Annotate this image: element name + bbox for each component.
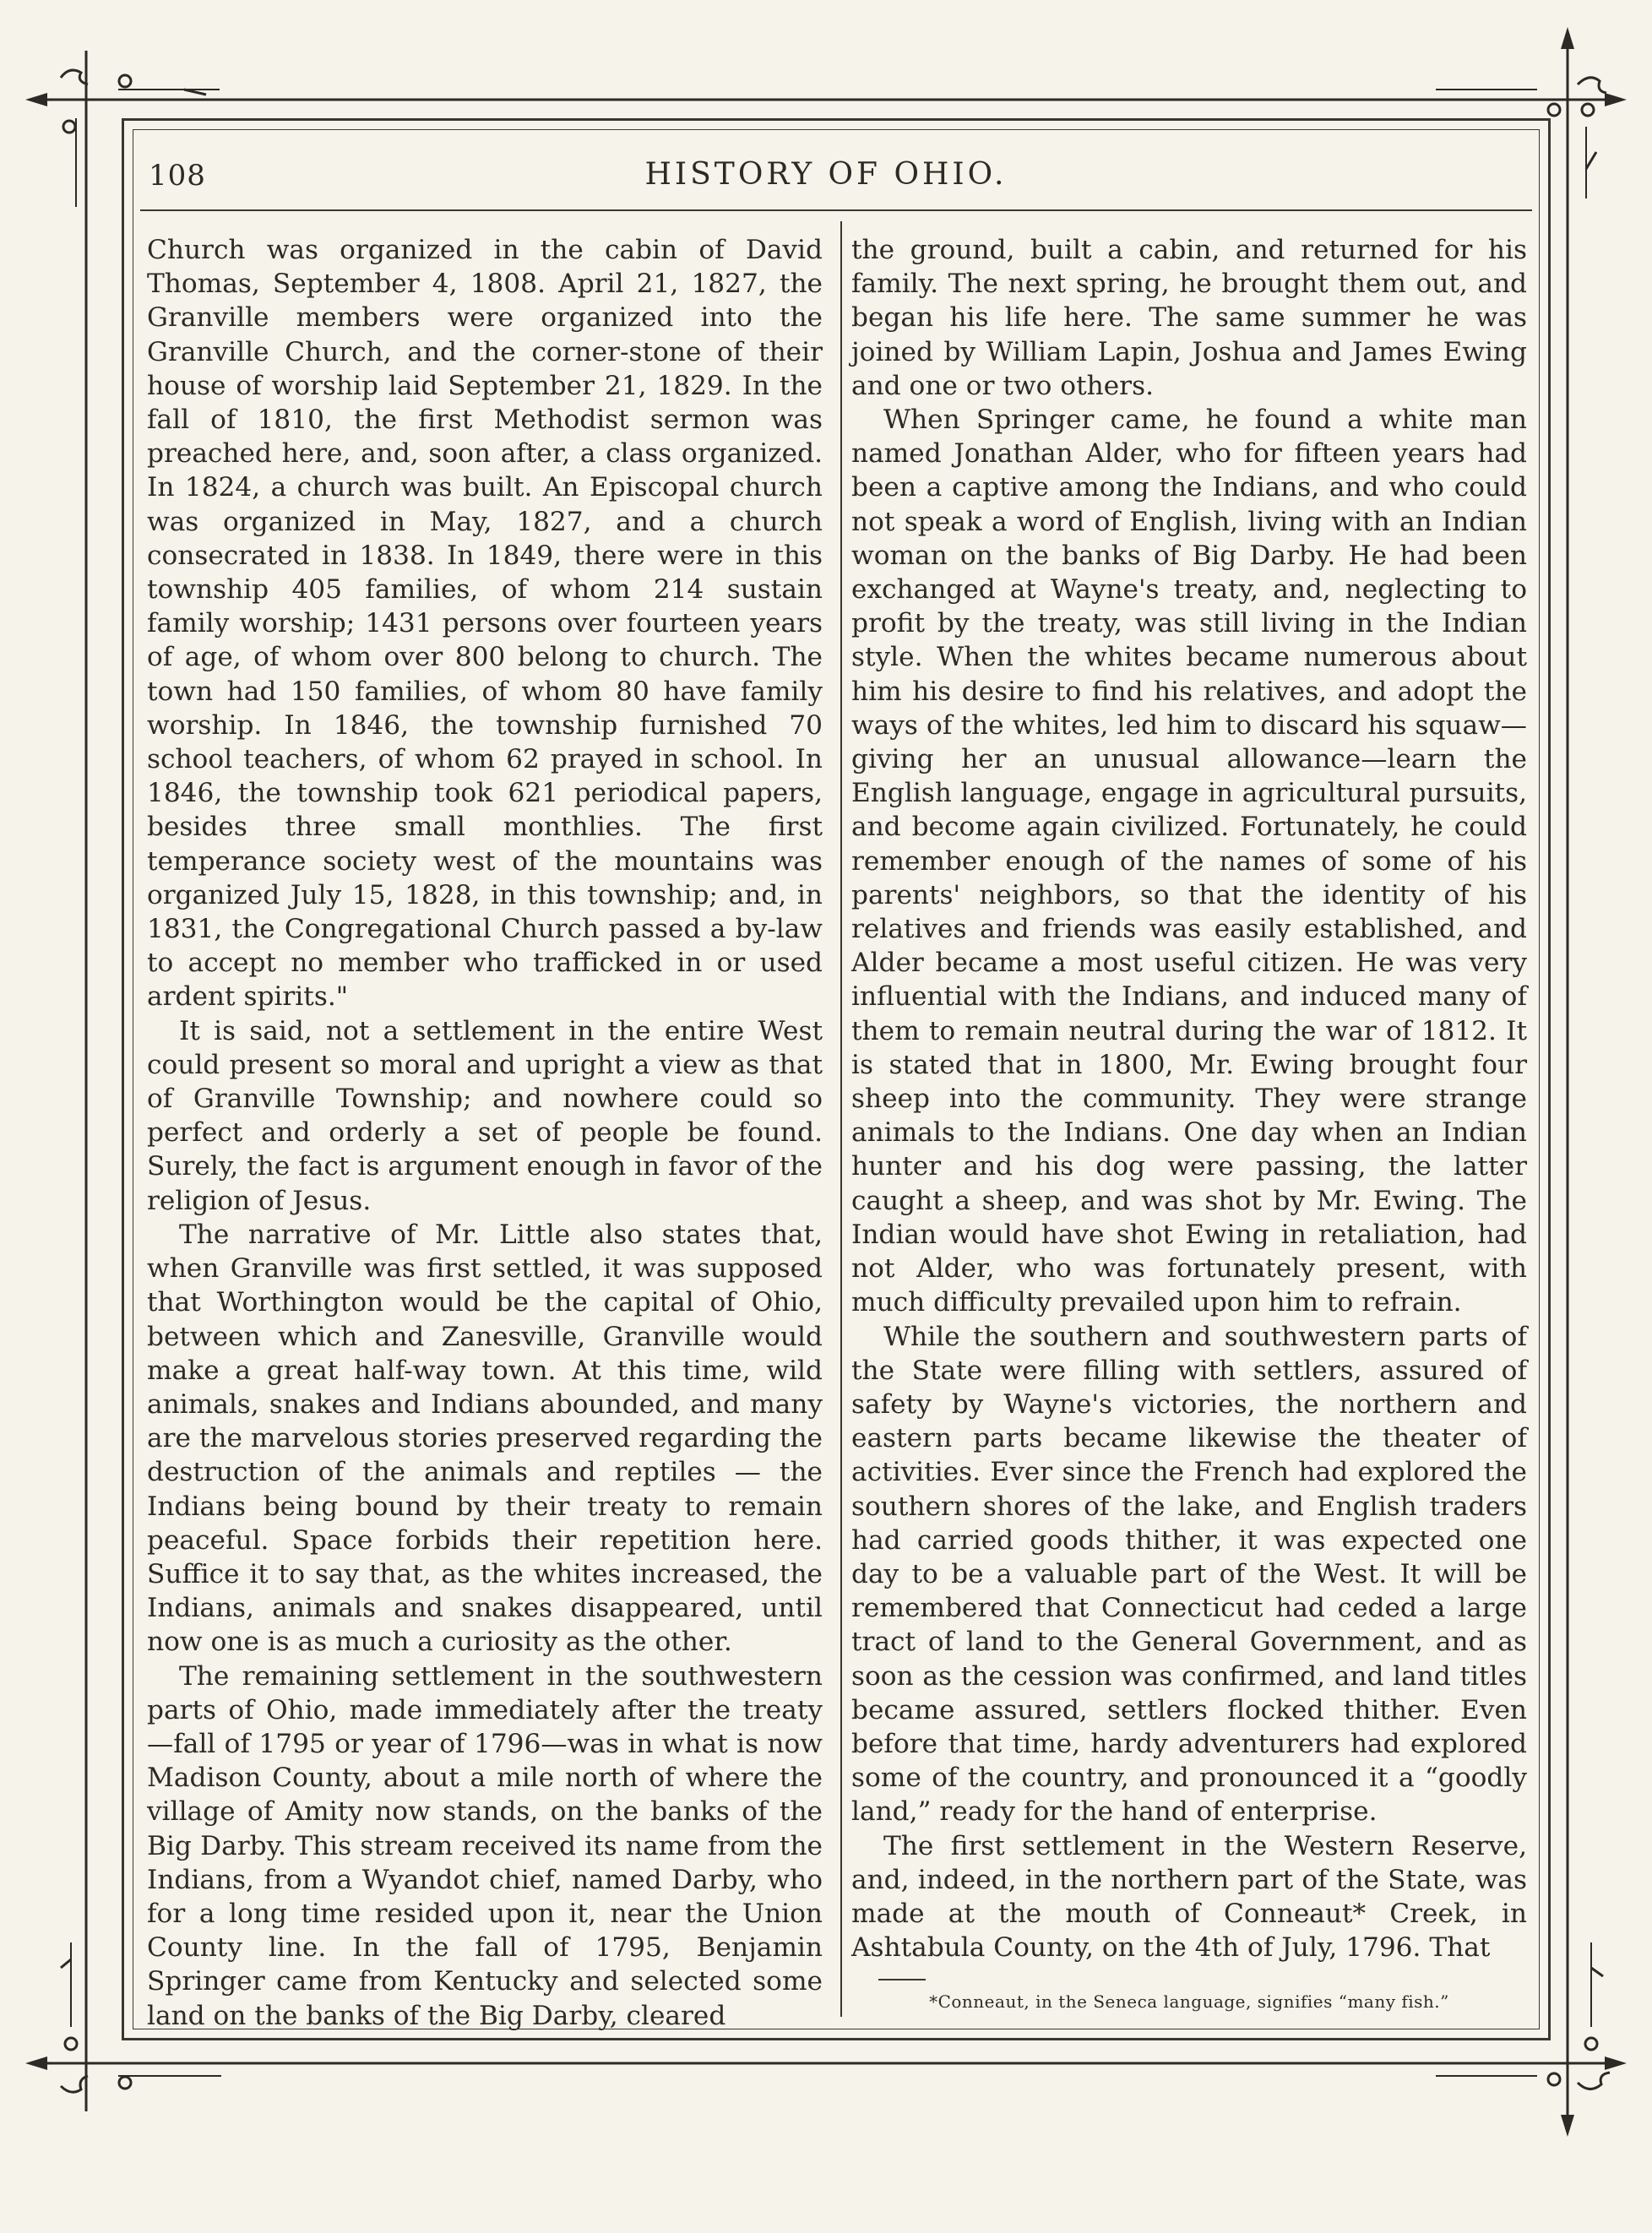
paragraph: While the southern and southwestern parts of the State were filling with settlers, assured of safety by Wayne's victories, the northern and eastern parts became likewise the theater of activities. Ever since the French had explored the southern shores of the lake, and English traders had carried goods thither, it was expected one day to be a valuable part of the West. It will be remembered that Connecticut had ceded a large tract of land to the General Government, and as soon as the cession was confirmed, and land titles became assured, settlers flocked thither. Even before that time, hardy adventurers had explored some of the country, and pronounced it a “goodly land,” ready for the hand of enterprise. xyxy=(851,1321,1527,1828)
paragraph: When Springer came, he found a white man named Jonathan Alder, who for fifteen years had been a captive among the Indians, and who could not speak a word of English, living with an Indian woman on the banks of Big Darby. He had been exchanged at Wayne's treaty, and, neglecting to profit by the treaty, was still living in the Indian style. When the whites became numerous about him his desire to find his relatives, and adopt the ways of the whites, led him to discard his squaw—giving her an unusual allowance—learn the English language, engage in agricultural pursuits, and become again civilized. Fortunately, he could remember enough of the names of some of his parents' neighbors, so that the identity of his relatives and friends was easily established, and Alder became a most useful citizen. He was very influential with the Indians, and induced many of them to remain neutral during the war of 1812. It is stated that in 1800, Mr. Ewing brought four sheep into the community. They were strange animals to the Indians. One day when an Indian hunter and his dog were passing, the latter caught a sheep, and was shot by Mr. Ewing. The Indian would have shot Ewing in retaliation, had not Alder, who was fortunately present, with much difficulty prevailed upon him to refrain. xyxy=(851,405,1527,1318)
paragraph: Church was organized in the cabin of David Thomas, September 4, 1808. April 21, 1827, the Granville members were organized into the Granville Church, and the corner-stone of their house of worship laid September 21, 1829. In the fall of 1810, the first Methodist sermon was preached here, and, soon after, a class organized. In 1824, a church was built. An Episcopal church was organized in May, 1827, and a church consecrated in 1838. In 1849, there were in this township 405 families, of whom 214 sustain family worship; 1431 persons over fourteen years of age, of whom over 800 belong to church. The town had 150 families, of whom 80 have family worship. In 1846, the township furnished 70 school teachers, of whom 62 prayed in school. In 1846, the township took 621 periodical papers, besides three small monthlies. The first temperance society west of the mountains was organized July 15, 1828, in this township; and, in 1831, the Congregational Church passed a by-law to accept no member who trafficked in or used ardent spirits." xyxy=(147,235,823,1013)
paragraph: The first settlement in the Western Reserve, and, indeed, in the northern part of the State, was made at the mouth of Conneaut* Creek, in Ashtabula County, on the 4th of July, 1796. That xyxy=(851,1830,1527,1964)
text-column-left xyxy=(147,233,823,2033)
header-rule xyxy=(140,209,1532,211)
text-column-right xyxy=(851,233,1527,1964)
footnote-rule xyxy=(878,1979,926,1980)
page-number: 108 xyxy=(149,159,206,193)
column-divider xyxy=(840,221,842,2017)
running-title: HISTORY OF OHIO. xyxy=(644,157,1008,192)
paragraph: The remaining settlement in the southwestern parts of Ohio, made immediately after the treaty—fall of 1795 or year of 1796—was in what is now Madison County, about a mile north of where the village of Amity now stands, on the banks of the Big Darby. This stream received its name from the Indians, from a Wyandot chief, named Darby, who for a long time resided upon it, near the Union County line. In the fall of 1795, Benjamin Springer came from Kentucky and selected some land on the banks of the Big Darby, cleared xyxy=(147,1660,823,2031)
paragraph: It is said, not a settlement in the entire West could present so moral and upright a view as that of Granville Township; and nowhere could so perfect and orderly a set of people be found. Surely, the fact is argument enough in favor of the religion of Jesus. xyxy=(147,1015,823,1216)
paragraph: The narrative of Mr. Little also states that, when Granville was first settled, it was supposed that Worthington would be the capital of Ohio, between which and Zanesville, Granville would make a great half-way town. At this time, wild animals, snakes and Indians abounded, and many are the marvelous stories preserved regarding the destruction of the animals and reptiles — the Indians being bound by their treaty to remain peaceful. Space forbids their repetition here. Suffice it to say that, as the whites increased, the Indians, animals and snakes disappeared, until now one is as much a curiosity as the other. xyxy=(147,1219,823,1658)
footnote: *Conneaut, in the Seneca language, signifies “many fish.” xyxy=(929,1991,1449,2012)
paragraph: the ground, built a cabin, and returned for his family. The next spring, he brought them out, and began his life here. The same summer he was joined by William Lapin, Joshua and James Ewing and one or two others. xyxy=(851,235,1527,401)
